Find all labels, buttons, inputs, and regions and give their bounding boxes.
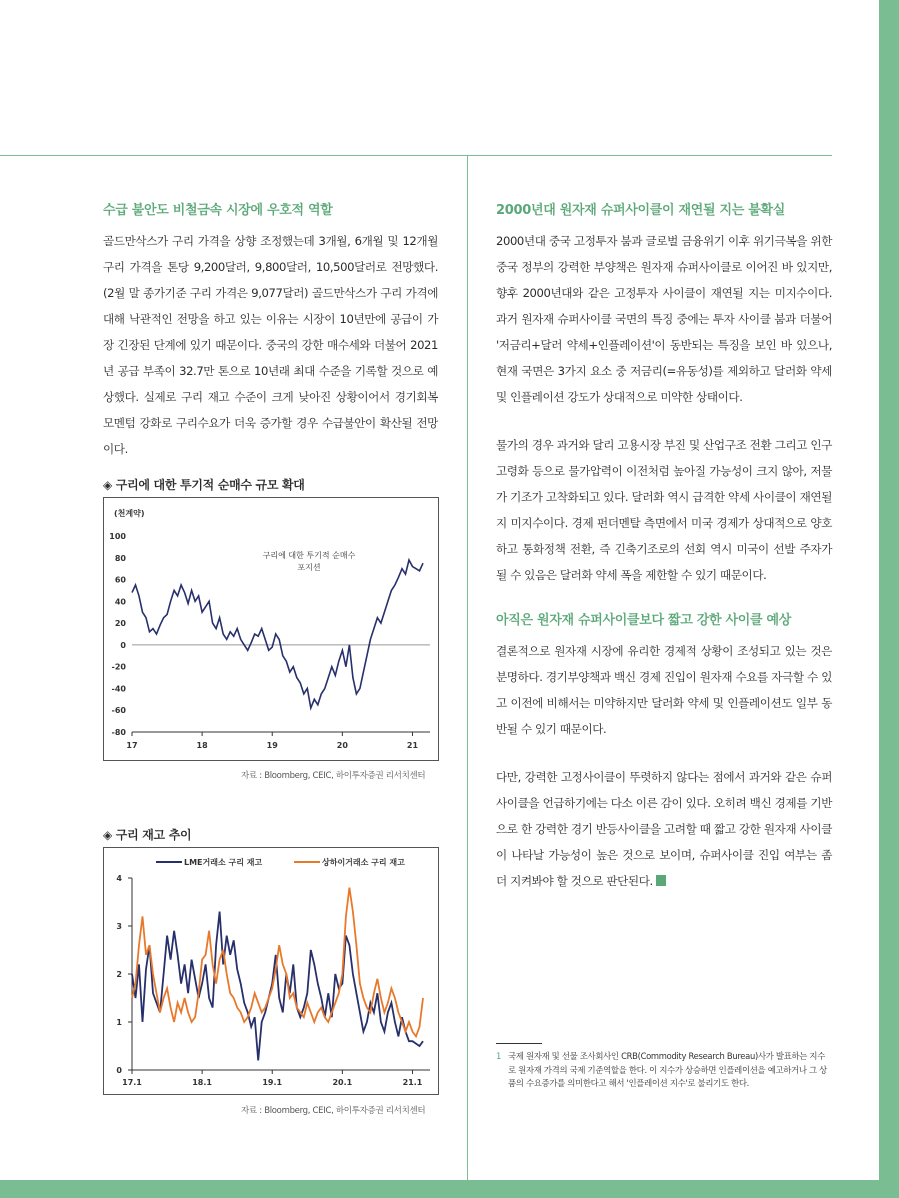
figure1-y-tick: -40 <box>111 684 126 694</box>
figure1-y-tick: 20 <box>114 619 126 629</box>
footnote-rule <box>496 1043 542 1044</box>
top-rule <box>0 155 832 156</box>
figure2-title: ◈ 구리 재고 추이 <box>103 828 192 842</box>
figure2-y-tick: 4 <box>116 874 122 883</box>
figure1-annotation: 포지션 <box>297 563 321 572</box>
figure1-x-tick: 21 <box>406 741 419 750</box>
figure2-source: 자료 : Bloomberg, CEIC, 하이투자증권 리서치센터 <box>241 1106 426 1116</box>
figure1-svg <box>104 498 438 760</box>
figure2-y-tick: 1 <box>116 1018 122 1027</box>
figure2-x-tick: 20.1 <box>332 1078 353 1087</box>
figure2-legend-label: 상하이거래소 구리 재고 <box>322 858 405 867</box>
page-frame-bottom <box>0 1180 899 1198</box>
figure1-y-tick: -80 <box>111 728 126 737</box>
right-column <box>496 200 832 894</box>
figure1-y-tick: 40 <box>114 597 126 607</box>
figure1-x-tick: 18 <box>196 741 208 750</box>
figure1-y-tick: 80 <box>114 553 126 563</box>
figure2-svg <box>104 848 438 1094</box>
end-mark-icon <box>656 875 666 886</box>
figure1-y-tick: 0 <box>120 640 126 650</box>
figure1-chart <box>103 497 439 761</box>
figure2-y-tick: 3 <box>116 922 122 931</box>
right-paragraph-4 <box>496 764 832 894</box>
figure1-x-tick: 17 <box>126 741 138 750</box>
figure1-series-line <box>132 560 423 708</box>
figure1-y-tick: -60 <box>111 706 126 716</box>
figure1-x-tick: 20 <box>336 741 348 750</box>
figure1-x-tick: 19 <box>266 741 278 750</box>
figure1-y-tick: 100 <box>109 532 126 541</box>
figure1-title: ◈ 구리에 대한 투기적 순매수 규모 확대 <box>103 478 305 492</box>
right-paragraph-4-text: 다만, 강력한 고정사이클이 뚜렷하지 않다는 점에서 과거와 같은 슈퍼사이클을 언급하기에는 다소 이른 감이 있다. 오히려 백신 경제를 기반으로 한 강력한 경기 반등사이클을 고려할 때 짧고 강한 원자재 사이클이 나타날 가능성이 높은 것으로 보이며, 슈퍼사이클 진입 여부는 좀 더 지켜봐야 할 것으로 판단된다. <box>496 770 832 888</box>
figure2-x-tick: 18.1 <box>192 1078 212 1087</box>
figure1-source: 자료 : Bloomberg, CEIC, 하이투자증권 리서치센터 <box>241 771 426 781</box>
figure2-y-tick: 2 <box>116 970 122 979</box>
page-frame-right <box>879 0 899 1198</box>
figure2-x-tick: 21.1 <box>402 1078 423 1087</box>
footnote <box>496 1050 832 1091</box>
footnote-text: 국제 원자재 및 선물 조사회사인 CRB(Commodity Research Bureau)사가 발표하는 지수로 원자재 가격의 국제 기준역할을 한다. 이 지수가 상승하면 인플레이션을 예고하거나 그 상품의 수요증가를 의미한다고 해서 '인플레이션 지수'로 불리기도 한다. <box>508 1051 827 1088</box>
figure2-chart <box>103 847 439 1095</box>
figure1-y-tick: 60 <box>114 575 126 585</box>
left-heading: 수급 불안도 비철금속 시장에 우호적 역할 <box>103 203 333 218</box>
left-paragraph: 골드만삭스가 구리 가격을 상향 조정했는데 3개월, 6개월 및 12개월 구리 가격을 톤당 9,200달러, 9,800달러, 10,500달러로 전망했다. (2월 말 종가기준 구리 가격은 9,077달러) 골드만삭스가 구리 가격에 대해 낙관적인 전망을 하고 있는 이유는 시장이 10년만에 공급이 가장 긴장된 단계에 있기 때문이다. 중국의 강한 매수세와 더불어 2021년 공급 부족이 32.7만 톤으로 10년래 최대 수준을 기록할 것으로 예상했다. 실제로 구리 재고 수준이 크게 낮아진 상황이어서 경기회복 모멘텀 강화로 구리수요가 더욱 증가할 경우 수급불안이 확산될 전망이다. <box>103 234 438 456</box>
right-paragraph-2: 물가의 경우 과거와 달리 고용시장 부진 및 산업구조 전환 그리고 인구 고령화 등으로 물가압력이 이전처럼 높아질 가능성이 크지 않아, 저물가 기조가 고착화되고 있다. 달러화 역시 급격한 약세 사이클이 재연될지 미지수이다. 경제 펀더멘탈 측면에서 미국 경제가 상대적으로 양호하고 통화정책 전환, 즉 긴축기조로의 선회 역시 미국이 선발 주자가 될 수 있음은 달러화 약세 폭을 제한할 수 있기 때문이다. <box>496 438 832 582</box>
right-heading-2: 아직은 원자재 슈퍼사이클보다 짧고 강한 사이클 예상 <box>496 613 792 628</box>
figure2-x-tick: 17.1 <box>122 1078 142 1087</box>
right-paragraph-1: 2000년대 중국 고정투자 붐과 글로벌 금융위기 이후 위기극복을 위한 중국 정부의 강력한 부양책은 원자재 슈퍼사이클로 이어진 바 있지만, 향후 2000년대와 같은 고정투자 사이클이 재연될 지는 미지수이다. 과거 원자재 슈퍼사이클 국면의 특징 중에는 투자 사이클 붐과 더불어 '저금리+달러 약세+인플레이션'이 동반되는 특징을 보인 바 있으나, 현재 국면은 3가지 요소 중 저금리(=유동성)를 제외하고 달러화 약세 및 인플레이션 강도가 상대적으로 미약한 상태이다. <box>496 234 832 404</box>
figure1-y-tick: -20 <box>111 662 126 672</box>
footnote-number: 1 <box>496 1051 502 1061</box>
column-divider <box>467 155 468 1180</box>
figure2-legend-label: LME거래소 구리 재고 <box>184 858 263 867</box>
left-column <box>103 200 438 462</box>
figure2-y-tick: 0 <box>116 1066 122 1075</box>
figure1-annotation: 구리에 대한 투기적 순매수 <box>262 551 356 560</box>
right-heading-1: 2000년대 원자재 슈퍼사이클이 재연될 지는 불확실 <box>496 203 786 218</box>
figure2-x-tick: 19.1 <box>262 1078 283 1087</box>
right-paragraph-3: 결론적으로 원자재 시장에 유리한 경제적 상황이 조성되고 있는 것은 분명하다. 경기부양책과 백신 경제 진입이 원자재 수요를 자극할 수 있고 이전에 비해서는 미약하지만 달러화 약세 및 인플레이션도 일부 동반될 수 있기 때문이다. <box>496 644 832 736</box>
figure1-unit-label: (천계약) <box>114 509 145 518</box>
